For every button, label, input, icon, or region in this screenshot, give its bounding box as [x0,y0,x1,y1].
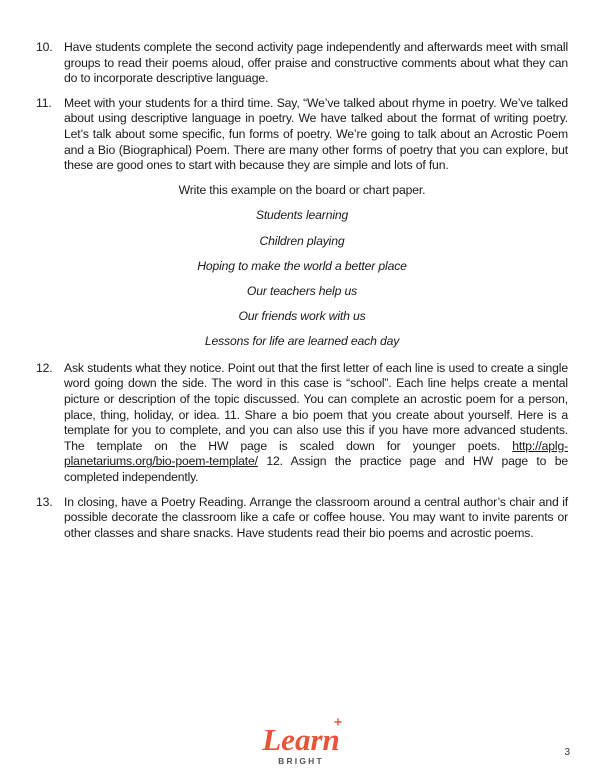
step-text-after-link: 12. Assign the practice page and HW page to be completed independently. [64,454,568,485]
step-number: 12. [36,360,53,375]
page-number: 3 [564,747,570,758]
learn-bright-logo [249,717,353,769]
step-number: 11. [36,95,52,110]
lesson-content [36,40,568,550]
step-11 [36,96,568,174]
example-line: Hoping to make the world a better place [197,258,407,273]
step-10 [36,40,568,87]
step-13 [36,495,568,542]
bio-poem-template-link[interactable]: http://aplg-planetariums.org/bio-poem-template/ [64,438,568,469]
logo-wordmark: Learn [262,722,340,757]
step-text: In closing, have a Poetry Reading. Arrange the classroom around a central author’s chair and if possible decorate the classroom like a cafe or coffee house. You may want to invite parents or other classes and share snacks. Have students read their bio poems and acrostic poems. [64,494,568,540]
logo-subtext: BRIGHT [278,756,324,766]
step-number: 10. [36,40,53,54]
example-line: Children playing [259,233,345,248]
step-text: Have students complete the second activity page independently and afterwards meet with small groups to read their poems aloud, offer praise and constructive comments about what they can do to incorporate descriptive language. [64,40,568,86]
step-text: Meet with your students for a third time. Say, “We’ve talked about rhyme in poetry. We’ve talked about using descriptive language in poetry. We have talked about the format of writing poetry. Let’s talk about some specific, fun forms of poetry. We’re going to talk about an Acrostic Poem and a Bio (Biographical) Poem. There are many other forms of poetry that you can explore, but these are good ones to start with because they are simple and lots of fun. [64,95,568,173]
steps-list [36,40,568,174]
example-line: Students learning [255,208,349,223]
step-text: Ask students what they notice. Point out that the first letter of each line is used to create a single word going down the side. The word in this case is “school”. Each line helps create a mental picture or description of the topic discussed. You can complete an acrostic poem for a person, place, thing, holiday, or idea. 11. Share a bio poem that you create about yourself. Here is a template for you to complete, and you can also use this if you have more advanced students. The template on the HW page is scaled down for younger poets. [64,360,568,453]
step-12 [36,361,568,486]
acrostic-example [36,183,568,350]
example-line: Our teachers help us [246,283,358,298]
example-line: Lessons for life are learned each day [204,334,400,349]
example-intro: Write this example on the board or chart paper. [178,182,426,197]
step-number: 13. [36,494,53,509]
steps-list-continued [36,361,568,542]
example-line: Our friends work with us [238,309,366,324]
